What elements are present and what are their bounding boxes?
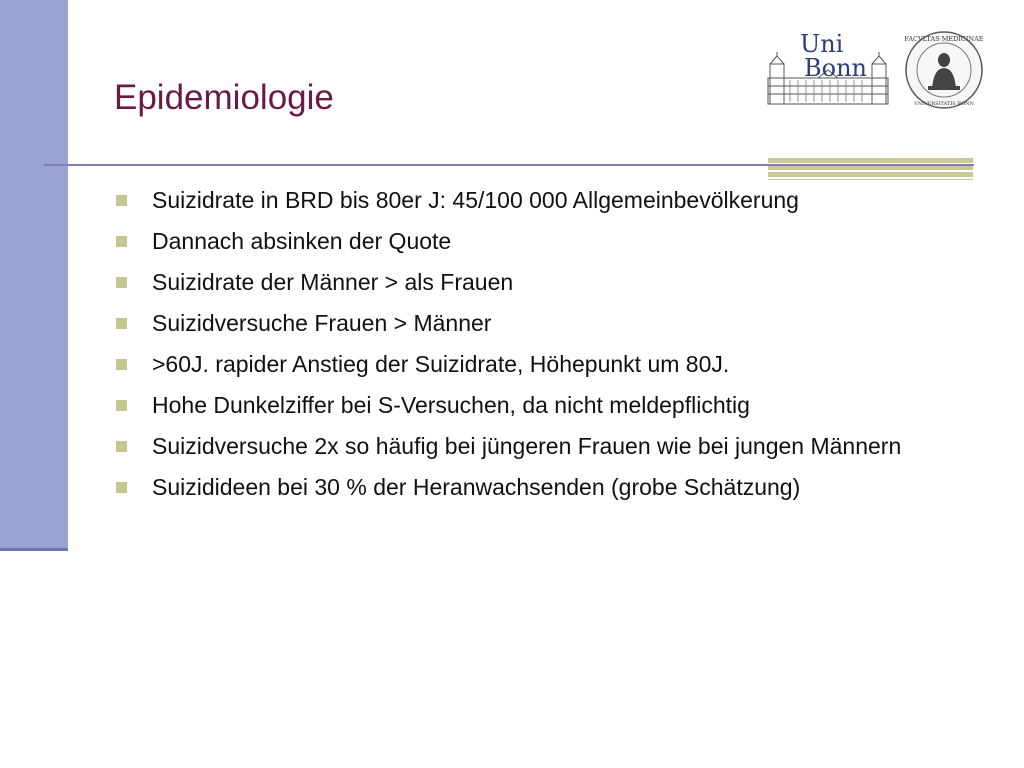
bullet-square-icon — [116, 236, 127, 247]
seal-text-bottom: VNIVERSITATIS BONN — [914, 101, 974, 107]
bullet-square-icon — [116, 277, 127, 288]
bullet-text: Suizidideen bei 30 % der Heranwachsenden (grobe Schätzung) — [152, 474, 801, 500]
bullet-square-icon — [116, 441, 127, 452]
list-item — [112, 430, 992, 462]
bullet-text: Suizidrate der Männer > als Frauen — [152, 269, 514, 295]
seal-text-top: FACVLTAS MEDICINAE — [904, 35, 984, 43]
bullet-list — [112, 184, 992, 512]
accent-stripe — [768, 158, 973, 180]
list-item — [112, 348, 992, 380]
bullet-text: Dannach absinken der Quote — [152, 228, 452, 254]
bullet-square-icon — [116, 195, 127, 206]
title-divider — [44, 164, 974, 166]
uni-bonn-text-uni: Uni — [800, 30, 844, 58]
bullet-text: Hohe Dunkelziffer bei S-Versuchen, da nicht meldepflichtig — [152, 392, 750, 418]
uni-bonn-logo — [766, 30, 894, 110]
bullet-text: Suizidversuche Frauen > Männer — [152, 310, 492, 336]
bullet-square-icon — [116, 400, 127, 411]
uni-bonn-text-bonn: Bonn — [804, 54, 867, 82]
slide-title: Epidemiologie — [114, 78, 334, 117]
list-item — [112, 266, 992, 298]
faculty-seal-logo — [904, 30, 984, 110]
bullet-square-icon — [116, 318, 127, 329]
list-item — [112, 225, 992, 257]
side-accent-bar — [0, 0, 68, 551]
list-item — [112, 307, 992, 339]
bullet-text: >60J. rapider Anstieg der Suizidrate, Höhepunkt um 80J. — [152, 351, 730, 377]
bullet-square-icon — [116, 482, 127, 493]
list-item — [112, 389, 992, 421]
bullet-text: Suizidversuche 2x so häufig bei jüngeren Frauen wie bei jungen Männern — [152, 433, 902, 459]
list-item — [112, 184, 992, 216]
bullet-square-icon — [116, 359, 127, 370]
list-item — [112, 471, 992, 503]
bullet-text: Suizidrate in BRD bis 80er J: 45/100 000 Allgemeinbevölkerung — [152, 187, 799, 213]
